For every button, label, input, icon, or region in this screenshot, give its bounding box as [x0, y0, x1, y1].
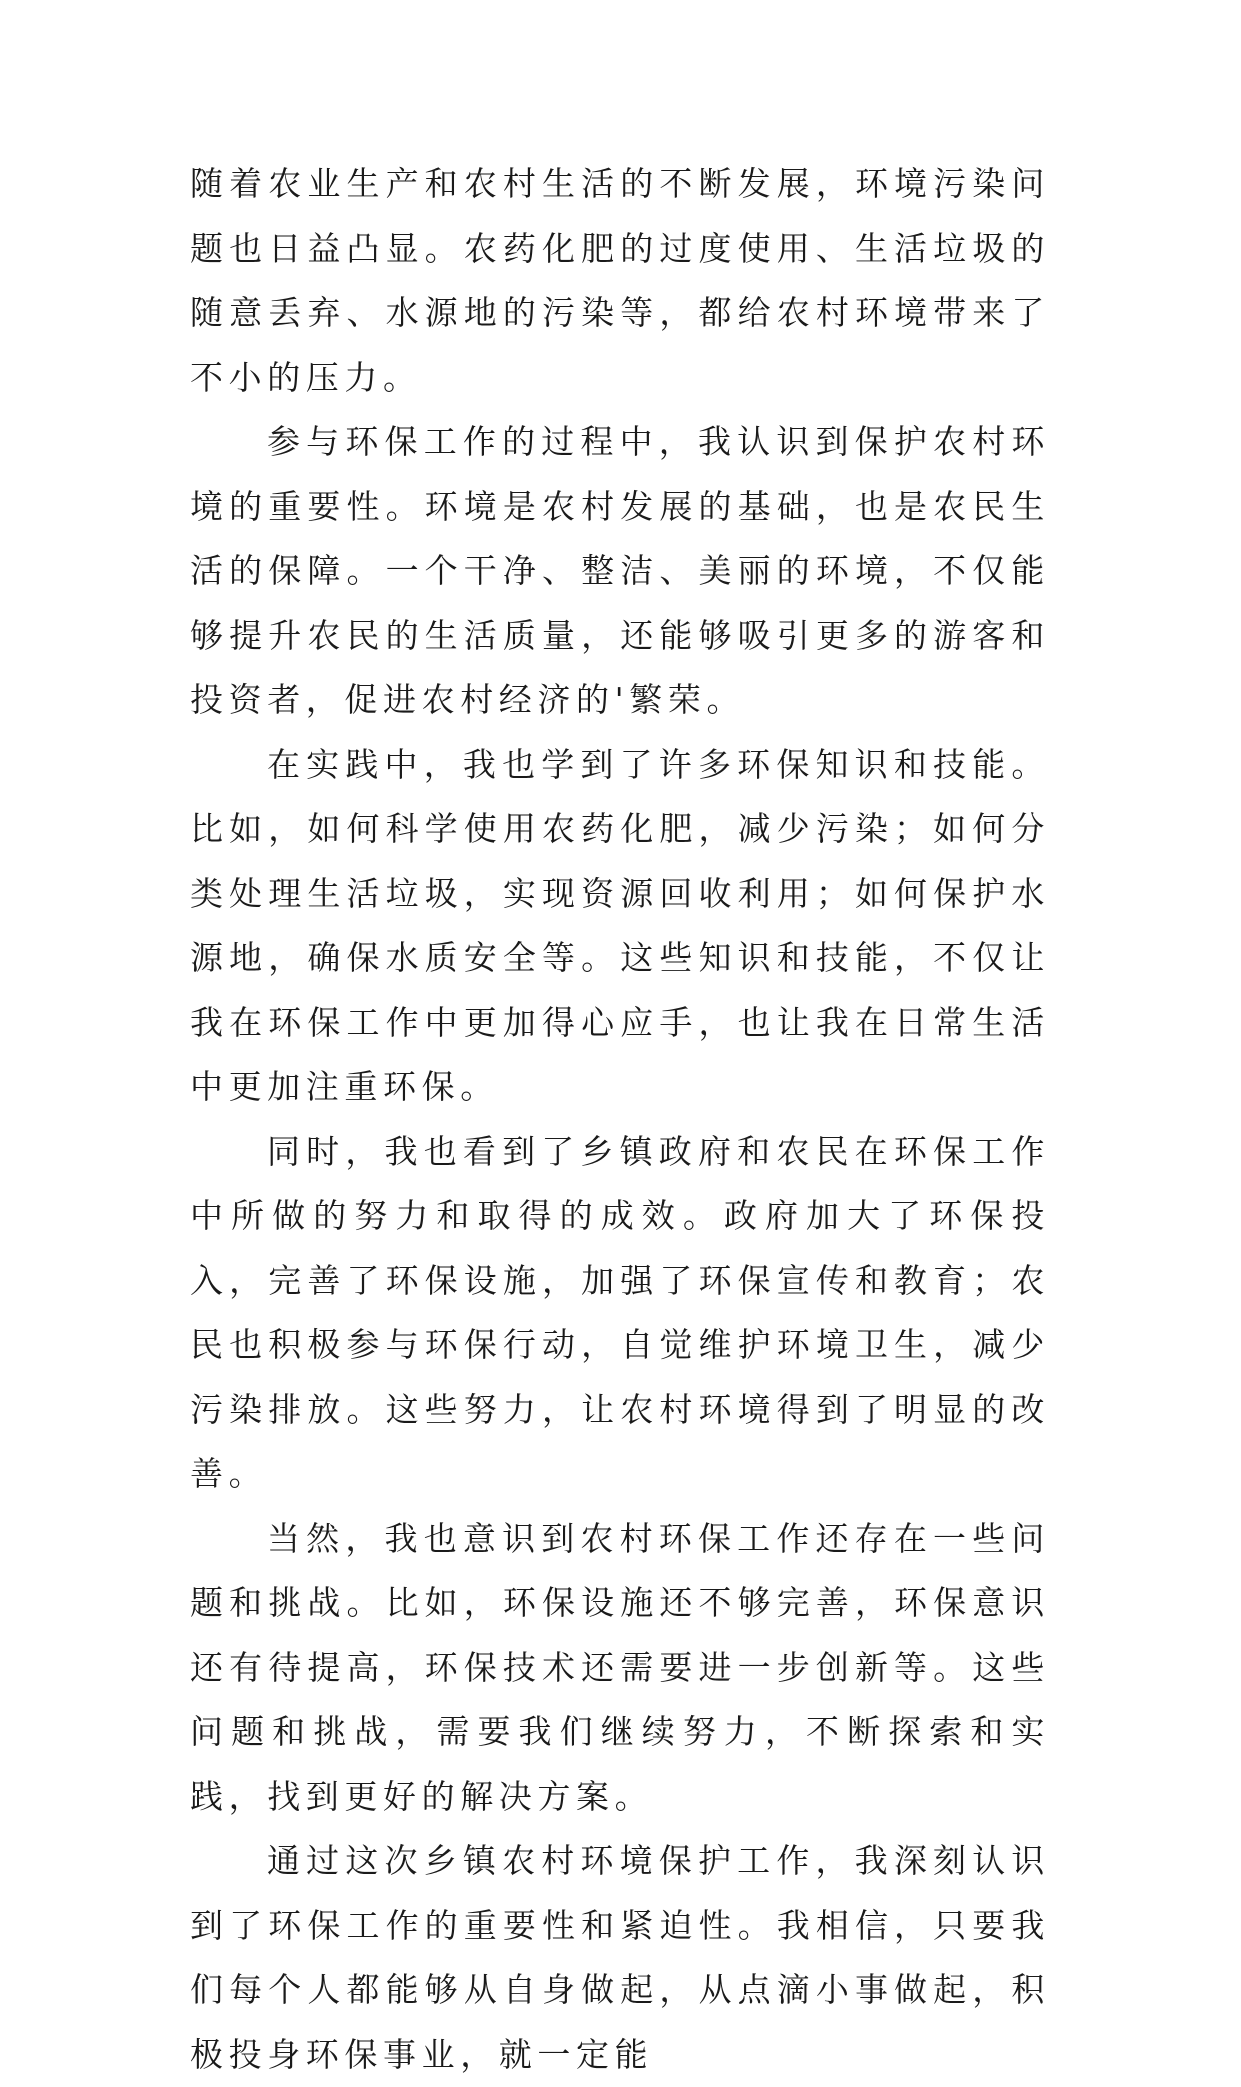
paragraph-2: 参与环保工作的过程中，我认识到保护农村环境的重要性。环境是农村发展的基础，也是农民生活的保障。一个干净、整洁、美丽的环境，不仅能够提升农民的生活质量，还能够吸引更多的游客和投资者，促进农村经济的'繁荣。	[190, 422, 1050, 719]
paragraph-6: 通过这次乡镇农村环境保护工作，我深刻认识到了环保工作的重要性和紧迫性。我相信，只要我们每个人都能够从自身做起，从点滴小事做起，积极投身环保事业，就一定能	[190, 1841, 1050, 2074]
paragraph-5: 当然，我也意识到农村环保工作还存在一些问题和挑战。比如，环保设施还不够完善，环保意识还有待提高，环保技术还需要进一步创新等。这些问题和挑战，需要我们继续努力，不断探索和实践，找到更好的解决方案。	[190, 1518, 1050, 1816]
paragraph-1: 随着农业生产和农村生活的不断发展，环境污染问题也日益凸显。农药化肥的过度使用、生活垃圾的随意丢弃、水源地的污染等，都给农村环境带来了不小的压力。	[190, 164, 1050, 397]
paragraph-3: 在实践中，我也学到了许多环保知识和技能。比如，如何科学使用农药化肥，减少污染；如何分类处理生活垃圾，实现资源回收利用；如何保护水源地，确保水质安全等。这些知识和技能，不仅让我在环保工作中更加得心应手，也让我在日常生活中更加注重环保。	[190, 744, 1050, 1106]
document-page	[190, 152, 1050, 2087]
paragraph-4: 同时，我也看到了乡镇政府和农民在环保工作中所做的努力和取得的成效。政府加大了环保投入，完善了环保设施，加强了环保宣传和教育；农民也积极参与环保行动，自觉维护环境卫生，减少污染排放。这些努力，让农村环境得到了明显的改善。	[190, 1131, 1050, 1493]
